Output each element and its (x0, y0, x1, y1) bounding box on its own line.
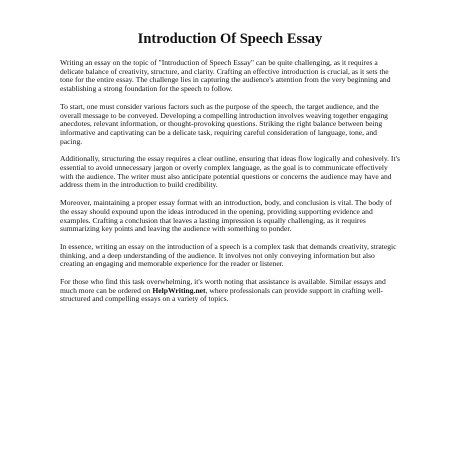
closing-text-before: For those who find this task overwhelming, it's worth noting that assistance is available. Similar essays and much more can be ordered on (60, 277, 386, 295)
helpwriting-link[interactable]: HelpWriting.net (152, 285, 206, 295)
paragraph-essence: In essence, writing an essay on the introduction of a speech is a complex task that demands creativity, strategic thinking, and a deep understanding of the audience. It involves not only conveying information but also creating an engaging and memorable experience for the reader or listener. (60, 241, 397, 269)
paragraph-structure: Additionally, structuring the essay requires a clear outline, ensuring that ideas flow logically and cohesively. It's essential to avoid unnecessary jargon or overly complex language, as the goal is to communicate effectively with the audience. The writer must also anticipate potential questions or concerns the audience may have and address them in the introduction to build credibility. (60, 154, 400, 190)
paragraph-intro: Writing an essay on the topic of "Introduction of Speech Essay" can be quite challenging, as it requires a delicate balance of creativity, structure, and clarity. Crafting an effective introduction is crucial, as it sets the tone for the entire essay. The challenge lies in capturing the audience's attention from the very beginning and establishing a strong foundation for the speech to follow. (60, 58, 391, 94)
paragraph-format: Moreover, maintaining a proper essay format with an introduction, body, and conclusion is vital. The body of the essay should expound upon the ideas introduced in the opening, providing supporting evidence and examples. Crafting a conclusion that leaves a lasting impression is equally challenging, as it requires summarizing key points and leaving the audience with something to ponder. (60, 198, 392, 234)
closing-text-after: , where professionals can provide support in crafting well-structured and compelling essays on a variety of topics. (60, 285, 383, 304)
document-page (60, 30, 400, 313)
document-title: Introduction Of Speech Essay (137, 31, 323, 47)
paragraph-closing (60, 278, 400, 304)
paragraph-factors: To start, one must consider various factors such as the purpose of the speech, the target audience, and the overall message to be conveyed. Developing a compelling introduction involves weaving together engaging anecdotes, relevant information, or thought-provoking questions. Striking the right balance between being informative and captivating can be a delicate task, requiring careful consideration of language, tone, and pacing. (60, 101, 388, 146)
